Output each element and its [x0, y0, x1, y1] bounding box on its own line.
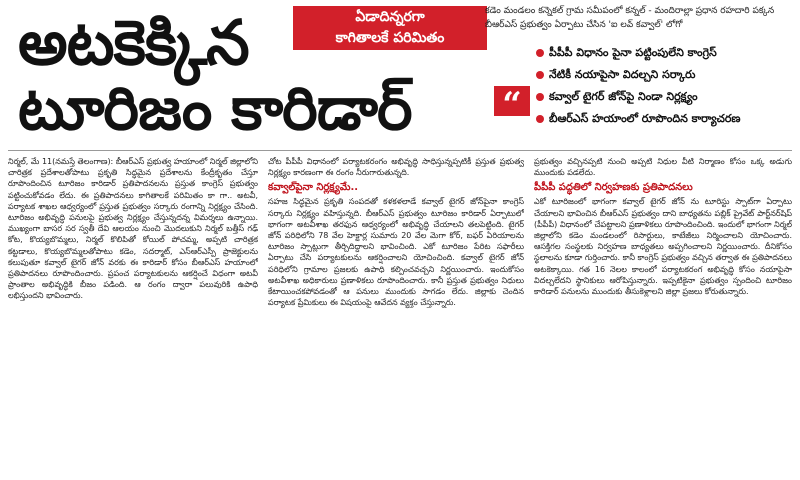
bullet-text: కవ్వాల్ టైగర్ జోన్‌పై నిండా నిర్లక్ష్యం: [549, 90, 698, 103]
divider: [8, 150, 792, 151]
headline-red-box: [293, 6, 487, 50]
body-text: నిర్మల్, మే 11(నమస్తే తెలంగాణ): బీఆర్ఎస్ ప్రభుత్వ హయాంలో నిర్మల్ జిల్లాలోని చారిత్రక ప్రదేశాలతోపాటు ప్రకృతి సిద్ధమైన ప్రదేశాలను కేంద్రీకృతం చేస్తూ రూపొందించిన టూరిజం కారిడార్ ప్రతిపాదనలను ప్రస్తుత కాంగ్రెస్ ప్రభుత్వం పట్టించుకోవడం లేదు. ఈ ప్రతిపాదనలు కాగితాలకే పరిమితం కా గా.. అటవీ, పర్యాటక శాఖల ఆధ్వర్యంలో ప్రస్తుత ప్రభుత్వం సర్కారు రంగాన్ని నిర్లక్ష్యం చేసింది. టూరిజం అభివృద్ధి పనులపై ప్రభుత్వ నిర్లక్ష్యం చేస్తున్నదన్న విమర్శలు ఉన్నాయి. ముఖ్యంగా బాసర సర స్వతీ దేవి ఆలయం నుంచి మొదలుకుని నిర్మల్ బత్తీస్ గఢ్ కోట, కొయ్యబొమ్మలు, నిర్మల్ కొలిపితో కోయిల్ పోచమ్మ, అప్పటి చారిత్రక కట్టడాలు, కొయ్యబొమ్మలతోపాటు కడెం, సదర్మాట్, ఎస్ఆర్ఎస్పీ ప్రాజెక్టులను కలుపుతూ కవ్వాల్ టైగర్ జోన్ వరకు ఈ కారిడార్ కోసం బీఆర్ఎస్ హయాంలో ప్రతిపాదనలు రూపొందించారు. ప్రపంచ పర్యాటకులను ఆకర్షించే విధంగా అటవీ ప్రాంతాల అభివృద్ధికి బీజం పడింది. ఆ రంగం ద్వారా పలువురికి ఉపాధి లభిస్తుందని భావించారు.: [8, 157, 258, 301]
red-box-line1: ఏడాదిన్నరగా: [355, 9, 425, 25]
article-column-3: [534, 156, 792, 474]
bullet-text: బీఆర్ఎస్ హయాంలో రూపొందిన కార్యాచరణ: [549, 112, 741, 125]
body-text: ఎకో టూరిజంలో భాగంగా కవ్వాల్ టైగర్ జోన్ ను టూరిస్టు స్పాట్‌గా ఏర్పాటు చేయాలని భావించిన బీఆర్ఎస్ ప్రభుత్వం దాని బాధ్యతను పబ్లిక్ ప్రైవేట్ పార్ట్‌నర్‌షిప్ (పీపీపీ) విధానంలో చేపట్టాలని ప్రణాళికలు రూపొందించింది. ఇందులో భాగంగా నిర్మల్ జిల్లాలోని కడెం మండలంలో రిసార్టులు, కాటేజీలు నిర్మించాలని యోచించారు. ఆసక్తిగల సంస్థలకు నిర్వహణ బాధ్యతలు అప్పగించాలని నిర్ణయించారు. దీనికోసం స్థలాలను కూడా గుర్తించారు. కానీ కాంగ్రెస్ ప్రభుత్వం వచ్చిన తర్వాత ఈ ప్రతిపాదనలు అటకెక్కాయి. గత 16 నెలల కాలంలో పర్యాటకరంగ అభివృద్ధి కోసం నయాపైసా విదల్చలేదని స్థానికులు ఆరోపిస్తున్నారు. ఇప్పటికైనా ప్రభుత్వం స్పందించి టూరిజం కారిడార్ పనులను ముందుకు తీసుకెళ్లాలని జిల్లా ప్రజలు కోరుతున్నారు.: [534, 197, 792, 297]
article-column-2: [268, 156, 524, 474]
headline: [10, 6, 530, 144]
headline-line1: అటకెక్కిన: [18, 6, 249, 79]
subheading: కవ్వాల్‌పైనా నిర్లక్ష్యమే..: [268, 182, 359, 194]
bullet-item: [536, 88, 798, 106]
red-box-line2: కాగితాలకే పరిమితం: [335, 30, 445, 46]
quote-icon: “: [494, 86, 530, 116]
bullet-dot-icon: [536, 93, 544, 101]
bullet-item: [536, 110, 798, 128]
subheading: పీపీపీ పద్ధతిలో నిర్వహణకు ప్రతిపాదనలు: [534, 182, 693, 194]
bullet-item: [536, 66, 798, 84]
highlight-bullets: [536, 44, 798, 132]
body-text: చోట పీపీపీ విధానంలో పర్యాటకరంగం అభివృద్ధి సాధిస్తున్నప్పటికీ ప్రస్తుత ప్రభుత్వ నిర్లక్ష్యం కారణంగా ఈ రంగం నీరుగారుతున్నది.: [268, 157, 524, 178]
bullet-dot-icon: [536, 49, 544, 57]
bullet-dot-icon: [536, 115, 544, 123]
bullet-text: పీపీపీ విధానం పైనా పట్టింపులేని కాంగ్రెస్: [549, 46, 717, 59]
body-text: సహజ సిద్ధమైన ప్రకృతి సంపదతో కళకళలాడే కవ్వాల్ టైగర్ జోన్‌పైనా కాంగ్రెస్ సర్కారు నిర్లక్ష్యం వహిస్తున్నది. బీఆర్ఎస్ ప్రభుత్వం టూరిజం కారిడార్ ఏర్పాటులో భాగంగా అటవీశాఖ తరఫున ఆధ్వర్యంలో అభివృద్ధి చేయాలని తలపెట్టింది. టైగర్ జోన్ పరిధిలోని 78 వేల హెక్టార్ల సుమారు 20 వేల మెగా కోర్, బఫర్ ఏరియాలను టూరిజం స్పాట్లుగా తీర్చిదిద్దాలని భావించింది. ఎకో టూరిజం పేరిట సఫారీలు ఏర్పాటు చేసి పర్యాటకులను ఆకర్షించాలని యోచించింది. కవ్వాల్ టైగర్ జోన్ పరిధిలోని గ్రామాల ప్రజలకు ఉపాధి కల్పించవచ్చని నిర్ణయించారు. ఇందుకోసం అటవీశాఖ అధికారులు ప్రణాళికలు రూపొందించారు. కానీ ప్రస్తుత ప్రభుత్వం నిధులు కేటాయించకపోవడంతో ఆ పనులు ముందుకు సాగడం లేదు. జిల్లాకు చెందిన పర్యాటక ప్రేమికులు ఈ విషయంపై ఆవేదన వ్యక్తం చేస్తున్నారు.: [268, 197, 524, 308]
bullet-text: నేటికీ నయాపైసా విదల్చని సర్కారు: [549, 68, 696, 81]
body-text: ప్రభుత్వం వచ్చినప్పటి నుంచి అప్పటి నిధుల వీటి నిర్మాణం కోసం ఒక్క అడుగు ముందుకు పడలేదు.: [534, 157, 792, 178]
headline-line2: టూరిజం కారిడార్: [18, 74, 412, 144]
article-column-1: [8, 156, 258, 474]
photo-caption: కడెం మండలం కన్నెకల్ గ్రామ సమీపంలో కన్నల్ - మందిరాల్లా ప్రధాన రహదారి పక్కన బీఆర్ఎస్ ప్రభుత్వం ఏర్పాటు చేసిన 'ఐ లవ్ కవ్వాల్' లోగో: [485, 6, 775, 30]
bullet-dot-icon: [536, 71, 544, 79]
bullet-item: [536, 44, 798, 62]
